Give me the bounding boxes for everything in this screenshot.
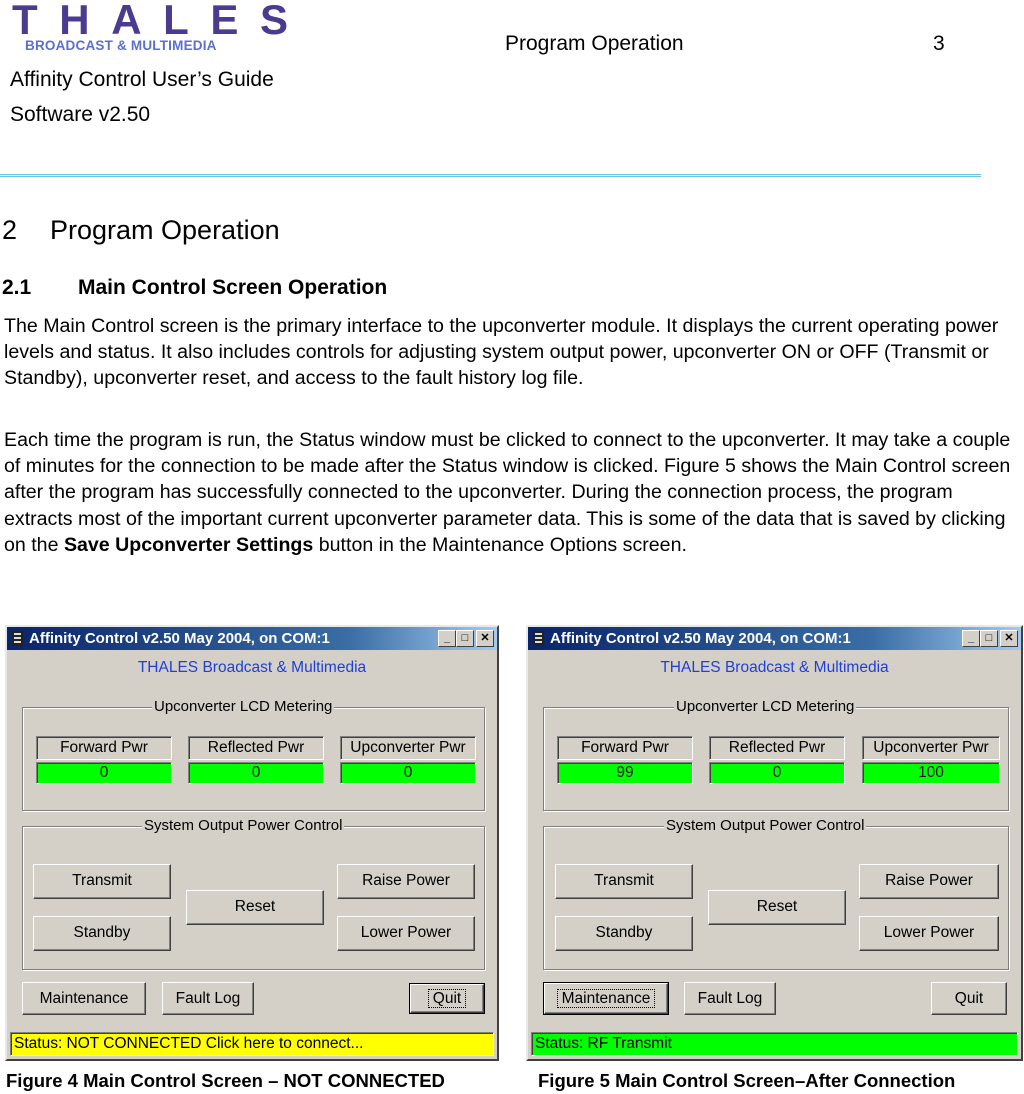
window-connected xyxy=(526,625,1023,1061)
header-section-name: Program Operation xyxy=(505,32,684,55)
metering-group-title: Upconverter LCD Metering xyxy=(154,698,333,715)
power-control-group-title: System Output Power Control xyxy=(666,817,865,834)
upconverter-pwr-value: 0 xyxy=(340,762,476,784)
forward-pwr-label: Forward Pwr xyxy=(557,736,693,760)
quit-button[interactable]: Quit xyxy=(931,982,1007,1015)
forward-pwr-value: 0 xyxy=(36,762,172,784)
forward-pwr-value: 99 xyxy=(557,762,693,784)
raise-power-button[interactable]: Raise Power xyxy=(859,864,999,899)
reflected-pwr-value: 0 xyxy=(709,762,845,784)
app-icon xyxy=(11,631,24,646)
metering-group xyxy=(22,698,485,811)
window-titlebar[interactable] xyxy=(7,627,497,650)
paragraph-2 xyxy=(4,427,1019,558)
figure-5-caption: Figure 5 Main Control Screen–After Connection xyxy=(538,1070,956,1091)
standby-button[interactable]: Standby xyxy=(555,916,693,951)
paragraph-2-tail: button in the Maintenance Options screen. xyxy=(318,533,687,556)
transmit-button[interactable]: Transmit xyxy=(33,864,171,899)
maintenance-button[interactable]: Maintenance xyxy=(22,982,146,1015)
section-heading xyxy=(2,215,280,246)
reflected-pwr-value: 0 xyxy=(188,762,324,784)
fault-log-button[interactable]: Fault Log xyxy=(162,982,254,1015)
forward-pwr-label: Forward Pwr xyxy=(36,736,172,760)
quit-button-label: Quit xyxy=(429,990,465,1007)
page-number: 3 xyxy=(933,32,945,55)
minimize-icon[interactable]: _ xyxy=(438,630,456,647)
close-icon[interactable]: ✕ xyxy=(476,630,494,647)
document-version: Software v2.50 xyxy=(10,103,151,126)
raise-power-button[interactable]: Raise Power xyxy=(337,864,475,899)
upconverter-pwr-label: Upconverter Pwr xyxy=(340,736,476,760)
section-title: Program Operation xyxy=(50,215,280,245)
subsection-heading xyxy=(2,276,387,300)
upconverter-pwr-value: 100 xyxy=(862,762,1000,784)
status-bar[interactable]: Status: NOT CONNECTED Click here to connect... xyxy=(10,1032,494,1056)
status-bar[interactable]: Status: RF Transmit xyxy=(531,1032,1018,1056)
maximize-icon[interactable]: □ xyxy=(980,630,998,647)
brand-label: THALES Broadcast & Multimedia xyxy=(137,659,367,676)
paragraph-2-bold: Save Upconverter Settings xyxy=(63,533,314,556)
reset-button[interactable]: Reset xyxy=(186,890,324,925)
paragraph-2-text: Each time the program is run, the Status window must be clicked to connect to the upconverter. It may take a couple of minutes for the connection to be made after the Status window is clicked. Figure 5 shows the Main Control screen after the program has successfully connected to the upconverter. During the connection process, the program extracts most of the important current upconverter parameter data. This is some of the data that is saved by clicking on the xyxy=(4,429,1011,556)
upconverter-pwr-label: Upconverter Pwr xyxy=(862,736,1000,760)
document-title: Affinity Control User’s Guide xyxy=(10,68,274,91)
reflected-pwr-label: Reflected Pwr xyxy=(709,736,845,760)
paragraph-1: The Main Control screen is the primary interface to the upconverter module. It displays the current operating power levels and status. It also includes controls for adjusting system output power, upconverter ON or OFF (Transmit or Standby), upconverter reset, and access to the fault history log file. xyxy=(4,315,999,390)
window-title: Affinity Control v2.50 May 2004, on COM:1 xyxy=(550,630,851,647)
maintenance-button[interactable] xyxy=(544,983,668,1014)
reflected-pwr-label: Reflected Pwr xyxy=(188,736,324,760)
subsection-title: Main Control Screen Operation xyxy=(78,276,388,299)
lower-power-button[interactable]: Lower Power xyxy=(337,916,475,951)
window-title: Affinity Control v2.50 May 2004, on COM:1 xyxy=(29,630,330,647)
subsection-number: 2.1 xyxy=(2,276,32,299)
maintenance-button-label: Maintenance xyxy=(558,990,655,1007)
quit-button[interactable] xyxy=(410,984,484,1013)
section-number: 2 xyxy=(2,215,18,245)
window-not-connected xyxy=(5,625,499,1061)
power-control-group-title: System Output Power Control xyxy=(144,817,343,834)
figure-4-caption: Figure 4 Main Control Screen – NOT CONNECTED xyxy=(6,1070,445,1091)
standby-button[interactable]: Standby xyxy=(33,916,171,951)
transmit-button[interactable]: Transmit xyxy=(555,864,693,899)
power-control-group xyxy=(543,817,1009,970)
minimize-icon[interactable]: _ xyxy=(962,630,980,647)
maximize-icon[interactable]: □ xyxy=(456,630,474,647)
lower-power-button[interactable]: Lower Power xyxy=(859,916,999,951)
app-icon xyxy=(532,631,545,646)
header-divider xyxy=(0,174,981,177)
metering-group-title: Upconverter LCD Metering xyxy=(676,698,855,715)
power-control-group xyxy=(22,817,485,970)
fault-log-button[interactable]: Fault Log xyxy=(684,982,776,1015)
logo-wordmark: THALES xyxy=(12,0,304,40)
window-titlebar[interactable] xyxy=(528,627,1021,650)
reset-button[interactable]: Reset xyxy=(708,890,846,925)
brand-label: THALES Broadcast & Multimedia xyxy=(660,659,889,676)
close-icon[interactable]: ✕ xyxy=(1000,630,1018,647)
metering-group xyxy=(543,698,1009,811)
logo-subtitle: BROADCAST & MULTIMEDIA xyxy=(25,38,217,53)
